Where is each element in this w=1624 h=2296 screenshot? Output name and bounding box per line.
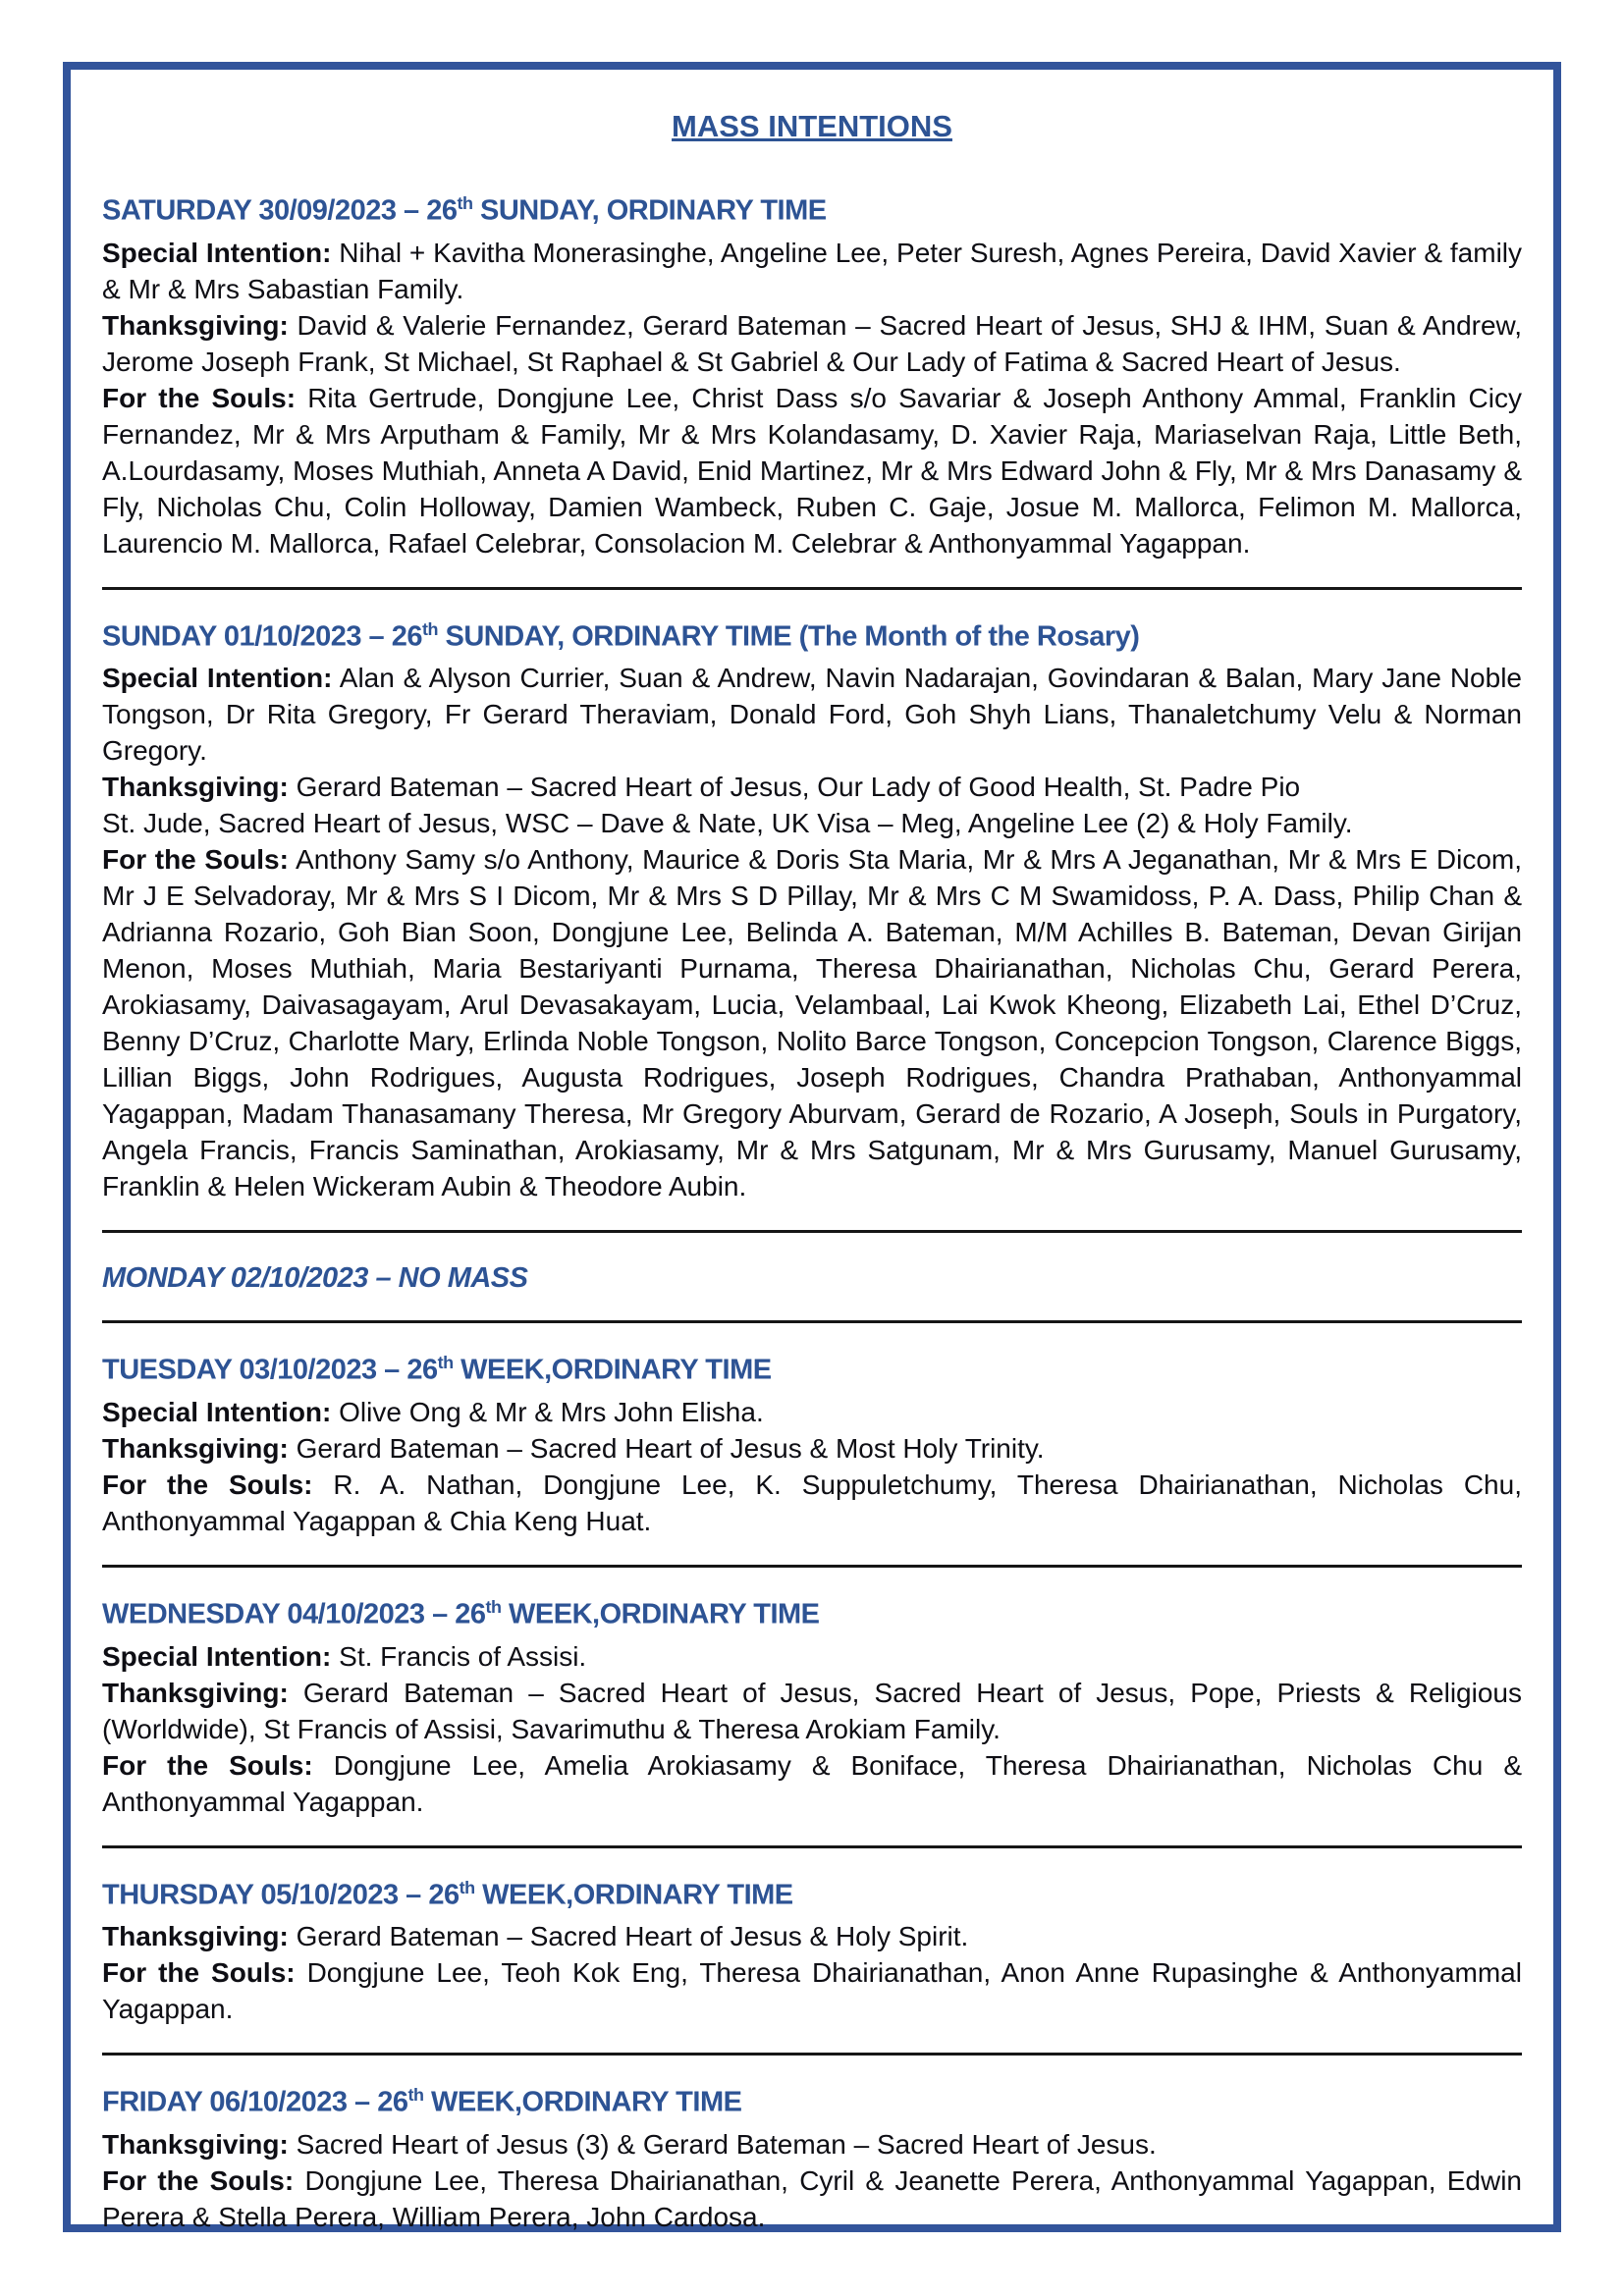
day-header-text: SUNDAY, ORDINARY TIME (The Month of the Rosary): [437, 620, 1140, 653]
intention-names: Anthony Samy s/o Anthony, Maurice & Doris Sta Maria, Mr & Mrs A Jeganathan, Mr & Mrs E Dicom, Mr J E Selvadoray, Mr & Mrs S I Dicom, Mr & Mrs S D Pillay, Mr & Mrs C M Swamidoss, P. A. Dass, Philip Chan & Adrianna Rozario, Goh Bian Soon, Dongjune Lee, Belinda A. Bateman, M/M Achilles B. Bateman, Devan Girijan Menon, Moses Muthiah, Maria Bestariyanti Purnama, Theresa Dhairianathan, Nicholas Chu, Gerard Perera, Arokiasamy, Daivasagayam, Arul Devasakayam, Lucia, Velambaal, Lai Kwok Kheong, Elizabeth Lai, Ethel D’Cruz, Benny D’Cruz, Charlotte Mary, Erlinda Noble Tongson, Nolito Barce Tongson, Concepcion Tongson, Clarence Biggs, Lillian Biggs, John Rodrigues, Augusta Rodrigues, Joseph Rodrigues, Chandra Prathaban, Anthonyammal Yagappan, Madam Thanasamany Theresa, Mr Gregory Aburvam, Gerard de Rozario, A Joseph, Souls in Purgatory, Angela Francis, Francis Saminathan, Arokiasamy, Mr & Mrs Satgunam, Mr & Mrs Gurusamy, Manuel Gurusamy, Franklin & Helen Wickeram Aubin & Theodore Aubin.: [102, 844, 1522, 1202]
intention-paragraph: [102, 1954, 1522, 2027]
intention-paragraph: [102, 235, 1522, 307]
ordinal-superscript: th: [485, 1596, 502, 1617]
intention-label: Thanksgiving:: [102, 1921, 289, 1952]
intention-names: Dongjune Lee, Theresa Dhairianathan, Cyril & Jeanette Perera, Anthonyammal Yagappan, Edwin Perera & Stella Perera, William Perera, John Cardosa.: [102, 2164, 1522, 2232]
day-header: [102, 193, 1522, 228]
intention-paragraph: [102, 1394, 1522, 1430]
ordinal-superscript: th: [437, 1353, 454, 1373]
intention-names: Dongjune Lee, Teoh Kok Eng, Theresa Dhairianathan, Anon Anne Rupasinghe & Anthonyammal Yagappan.: [102, 1957, 1522, 2025]
day-header-text: WEEK,ORDINARY TIME: [423, 2086, 742, 2118]
intention-paragraph: [102, 2126, 1522, 2163]
intention-names: Rita Gertrude, Dongjune Lee, Christ Dass s/o Savariar & Joseph Anthony Ammal, Franklin Cicy Fernandez, Mr & Mrs Arputham & Family, Mr & Mrs Kolandasamy, D. Xavier Raja, Mariaselvan Raja, Little Beth, A.Lourdasamy, Moses Muthiah, Anneta A David, Enid Martinez, Mr & Mrs Edward John & Fly, Mr & Mrs Danasamy & Fly, Nicholas Chu, Colin Holloway, Damien Wambeck, Ruben C. Gaje, Josue M. Mallorca, Felimon M. Mallorca, Laurencio M. Mallorca, Rafael Celebrar, Consolacion M. Celebrar & Anthonyammal Yagappan.: [102, 382, 1522, 559]
intention-names: Alan & Alyson Currier, Suan & Andrew, Navin Nadarajan, Govindaran & Balan, Mary Jane Noble Tongson, Dr Rita Gregory, Fr Gerard Theraviam, Donald Ford, Goh Shyh Lians, Thanaletchumy Velu & Norman Gregory.: [102, 663, 1522, 767]
intention-paragraph: [102, 769, 1522, 841]
section-divider: [102, 1230, 1522, 1233]
page-title-text: MASS INTENTIONS: [672, 109, 952, 143]
intention-names: Dongjune Lee, Amelia Arokiasamy & Boniface, Theresa Dhairianathan, Nicholas Chu & Anthonyammal Yagappan.: [102, 1749, 1522, 1817]
section-divider: [102, 587, 1522, 590]
intention-paragraph: [102, 1638, 1522, 1675]
mass-day-section: [102, 193, 1522, 561]
intention-label: Thanksgiving:: [102, 309, 289, 341]
intention-label: Special Intention:: [102, 663, 333, 694]
day-header-text: TUESDAY 03/10/2023 – 26: [102, 1354, 438, 1386]
sections-container: [102, 193, 1522, 2235]
intention-label: Special Intention:: [102, 237, 332, 268]
day-header: [102, 1262, 1522, 1295]
day-header-text: SATURDAY 30/09/2023 – 26: [102, 194, 458, 227]
day-header-text: WEEK,ORDINARY TIME: [453, 1354, 772, 1386]
section-divider: [102, 2053, 1522, 2056]
day-header-text: FRIDAY 06/10/2023 – 26: [102, 2086, 408, 2118]
section-divider: [102, 1320, 1522, 1323]
day-header-text: SUNDAY 01/10/2023 – 26: [102, 620, 422, 653]
intention-label: Thanksgiving:: [102, 772, 289, 803]
intention-names: Nihal + Kavitha Monerasinghe, Angeline Lee, Peter Suresh, Agnes Pereira, David Xavier & family & Mr & Mrs Sabastian Family.: [102, 237, 1523, 304]
intention-paragraph: [102, 1918, 1522, 1954]
mass-day-section: [102, 1878, 1522, 2028]
page-border-frame: [63, 62, 1561, 2232]
intention-names: Gerard Bateman – Sacred Heart of Jesus, Sacred Heart of Jesus, Pope, Priests & Religious (Worldwide), St Francis of Assisi, Savarimuthu & Theresa Arokiam Family.: [102, 1677, 1522, 1744]
intention-names: R. A. Nathan, Dongjune Lee, K. Suppuletchumy, Theresa Dhairianathan, Nicholas Chu, Anthonyammal Yagappan & Chia Keng Huat.: [102, 1468, 1522, 1536]
intention-label: For the Souls:: [102, 2164, 295, 2196]
intention-paragraph: [102, 1430, 1522, 1467]
day-header-text: WEEK,ORDINARY TIME: [501, 1598, 820, 1630]
day-header: [102, 1353, 1522, 1387]
intention-paragraph: [102, 380, 1522, 561]
day-header-text: THURSDAY 05/10/2023 – 26: [102, 1879, 460, 1911]
mass-day-section: [102, 2085, 1522, 2235]
intention-paragraph: [102, 1675, 1522, 1747]
mass-day-section: [102, 1597, 1522, 1820]
intention-paragraph: [102, 841, 1522, 1204]
day-header-text: MONDAY 02/10/2023 – NO MASS: [102, 1262, 528, 1295]
intention-names: Sacred Heart of Jesus (3) & Gerard Bateman – Sacred Heart of Jesus.: [296, 2128, 1157, 2160]
intention-names: St. Jude, Sacred Heart of Jesus, WSC – Dave & Nate, UK Visa – Meg, Angeline Lee (2) & Holy Family.: [102, 808, 1353, 839]
intention-label: Thanksgiving:: [102, 2128, 289, 2160]
ordinal-superscript: th: [407, 2085, 424, 2106]
intention-paragraph: [102, 660, 1522, 769]
day-header: [102, 2085, 1522, 2119]
intention-label: Special Intention:: [102, 1396, 332, 1427]
section-divider: [102, 1565, 1522, 1568]
page-title: [102, 109, 1522, 144]
day-header-text: WEDNESDAY 04/10/2023 – 26: [102, 1598, 486, 1630]
intention-names: Gerard Bateman – Sacred Heart of Jesus & Most Holy Trinity.: [296, 1432, 1045, 1464]
day-header: [102, 1878, 1522, 1912]
day-header-text: WEEK,ORDINARY TIME: [474, 1879, 793, 1911]
intention-label: For the Souls:: [102, 382, 297, 413]
section-divider: [102, 1845, 1522, 1848]
intention-label: For the Souls:: [102, 1957, 296, 1989]
ordinal-superscript: th: [421, 618, 438, 639]
day-header: [102, 1597, 1522, 1631]
intention-paragraph: [102, 2163, 1522, 2235]
intention-names: St. Francis of Assisi.: [339, 1640, 587, 1672]
mass-day-section: [102, 1262, 1522, 1295]
intention-label: For the Souls:: [102, 844, 289, 876]
day-header: [102, 619, 1522, 654]
mass-day-section: [102, 619, 1522, 1205]
day-header-text: SUNDAY, ORDINARY TIME: [472, 194, 827, 227]
intention-label: Thanksgiving:: [102, 1432, 289, 1464]
intention-names: Olive Ong & Mr & Mrs John Elisha.: [339, 1396, 764, 1427]
ordinal-superscript: th: [459, 1877, 475, 1897]
ordinal-superscript: th: [457, 193, 473, 213]
intention-label: Special Intention:: [102, 1640, 332, 1672]
intention-paragraph: [102, 1467, 1522, 1539]
intention-label: For the Souls:: [102, 1749, 313, 1781]
mass-day-section: [102, 1353, 1522, 1539]
intention-names: Gerard Bateman – Sacred Heart of Jesus, Our Lady of Good Health, St. Padre Pio: [296, 772, 1301, 803]
intention-label: Thanksgiving:: [102, 1677, 289, 1708]
intention-label: For the Souls:: [102, 1468, 313, 1500]
intention-names: Gerard Bateman – Sacred Heart of Jesus & Holy Spirit.: [296, 1921, 969, 1952]
intention-paragraph: [102, 307, 1522, 380]
intention-names: David & Valerie Fernandez, Gerard Bateman – Sacred Heart of Jesus, SHJ & IHM, Suan & Andrew, Jerome Joseph Frank, St Michael, St Raphael & St Gabriel & Our Lady of Fatima & Sacred Heart of Jesus.: [102, 309, 1522, 377]
intention-paragraph: [102, 1747, 1522, 1820]
